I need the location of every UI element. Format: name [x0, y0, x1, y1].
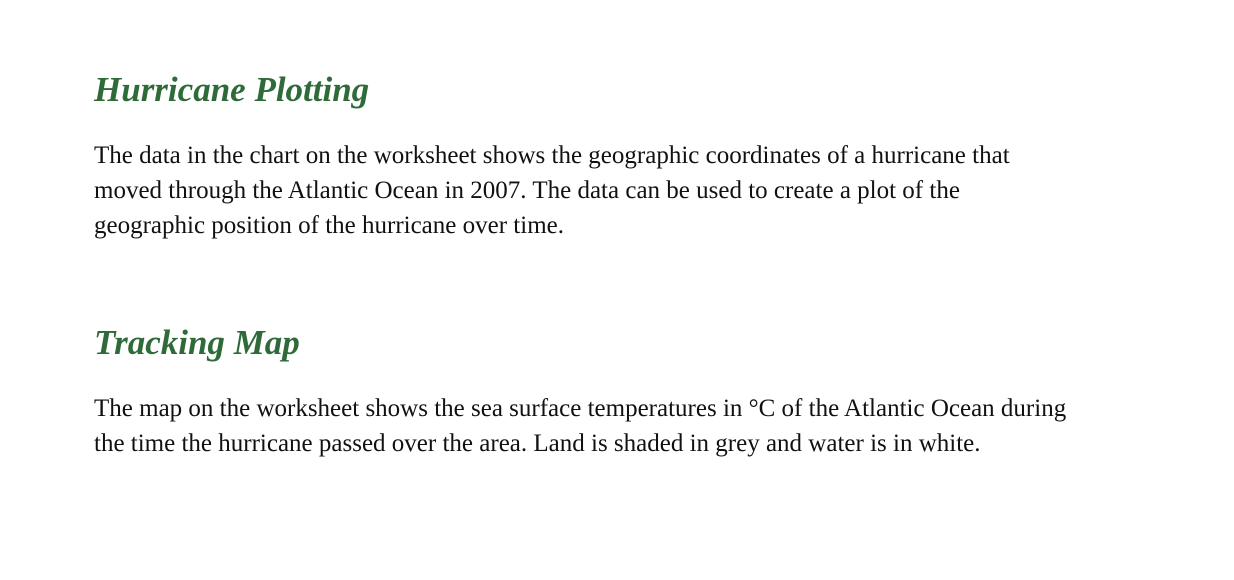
heading-hurricane-plotting: Hurricane Plotting — [94, 70, 370, 109]
paragraph-line: The data in the chart on the worksheet shows the geographic coordinates of a hurricane that — [94, 142, 1010, 169]
paragraph-hurricane-plotting — [94, 138, 1154, 243]
paragraph-line: geographic position of the hurricane over time. — [94, 212, 564, 239]
heading-tracking-map: Tracking Map — [94, 323, 300, 362]
paragraph-tracking-map — [94, 391, 1154, 461]
paragraph-line: the time the hurricane passed over the area. Land is shaded in grey and water is in white. — [94, 430, 981, 457]
paragraph-line: moved through the Atlantic Ocean in 2007. The data can be used to create a plot of the — [94, 177, 960, 204]
paragraph-line: The map on the worksheet shows the sea surface temperatures in °C of the Atlantic Ocean during — [94, 395, 1067, 422]
